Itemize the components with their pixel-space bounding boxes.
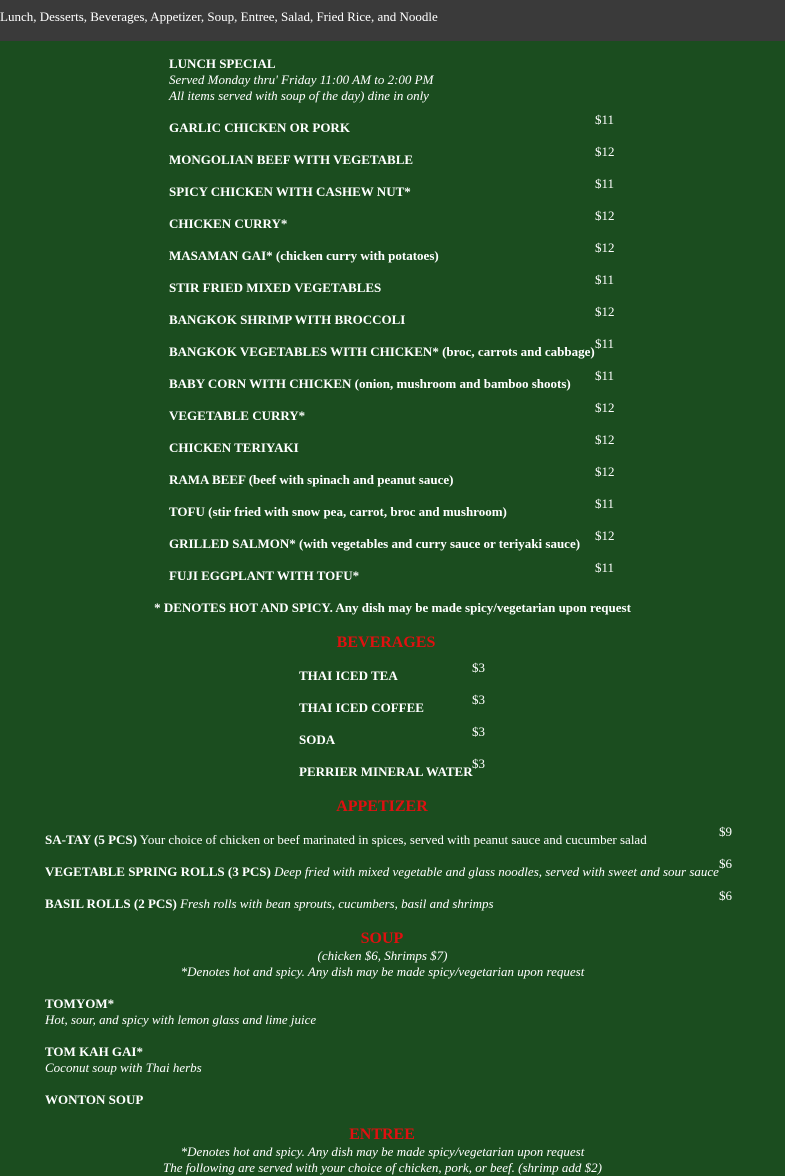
lunch-item-name: BANGKOK VEGETABLES WITH CHICKEN* (broc, carrots and cabbage) [169, 344, 595, 359]
lunch-item-name: CHICKEN CURRY* [169, 216, 288, 231]
appetizer-item-price: $6 [719, 888, 732, 903]
appetizer-item [45, 896, 494, 912]
appetizer-item-price: $6 [719, 856, 732, 871]
lunch-item-price: $11 [595, 176, 615, 191]
beverage-item-price: $3 [472, 756, 485, 771]
lunch-item-name: GRILLED SALMON* (with vegetables and curry sauce or teriyaki sauce) [169, 536, 581, 551]
lunch-item-price: $11 [595, 496, 615, 511]
beverage-item-name: PERRIER MINERAL WATER [299, 764, 473, 779]
soup-item-desc: Hot, sour, and spicy with lemon glass and lime juice [45, 1012, 317, 1027]
lunch-item-price: $11 [595, 368, 615, 383]
lunch-item-name: FUJI EGGPLANT WITH TOFU* [169, 568, 360, 583]
beverage-item-name: THAI ICED COFFEE [299, 700, 424, 715]
lunch-note: All items served with soup of the day) dine in only [169, 88, 429, 103]
lunch-item-name: STIR FRIED MIXED VEGETABLES [169, 280, 382, 295]
beverage-item-name: THAI ICED TEA [299, 668, 398, 683]
lunch-item-price: $12 [595, 432, 615, 447]
appetizer-item-name: BASIL ROLLS (2 PCS) [45, 896, 177, 911]
lunch-footnote: * DENOTES HOT AND SPICY. Any dish may be made spicy/vegetarian upon request [154, 600, 631, 615]
lunch-item-price: $11 [595, 560, 615, 575]
lunch-served: Served Monday thru' Friday 11:00 AM to 2:00 PM [169, 72, 434, 87]
nav-text[interactable]: Lunch, Desserts, Beverages, Appetizer, Soup, Entree, Salad, Fried Rice, and Noodle [0, 9, 438, 24]
lunch-item-name: SPICY CHICKEN WITH CASHEW NUT* [169, 184, 411, 199]
soup-heading: SOUP [360, 930, 404, 947]
appetizer-item-price: $9 [719, 824, 732, 839]
lunch-item-price: $12 [595, 528, 615, 543]
beverage-item-price: $3 [472, 692, 485, 707]
appetizer-item-desc: Deep fried with mixed vegetable and glass noodles, served with sweet and sour sauce [274, 864, 719, 879]
beverage-item-price: $3 [472, 660, 485, 675]
lunch-item-price: $12 [595, 208, 615, 223]
appetizer-item-desc: Fresh rolls with bean sprouts, cucumbers, basil and shrimps [180, 896, 494, 911]
entree-heading: ENTREE [349, 1126, 415, 1143]
soup-note: *Denotes hot and spicy. Any dish may be made spicy/vegetarian upon request [180, 964, 585, 979]
lunch-item-name: MONGOLIAN BEEF WITH VEGETABLE [169, 152, 414, 167]
lunch-item-name: TOFU (stir fried with snow pea, carrot, broc and mushroom) [169, 504, 507, 519]
beverages-heading: BEVERAGES [336, 634, 436, 651]
lunch-item-name: BANGKOK SHRIMP WITH BROCCOLI [169, 312, 406, 327]
lunch-item-price: $12 [595, 240, 615, 255]
lunch-item-name: CHICKEN TERIYAKI [169, 440, 299, 455]
lunch-item-price: $11 [595, 272, 615, 287]
beverage-item-price: $3 [472, 724, 485, 739]
appetizer-heading: APPETIZER [336, 798, 428, 815]
lunch-item-price: $12 [595, 464, 615, 479]
appetizer-item-name: VEGETABLE SPRING ROLLS (3 PCS) [45, 864, 271, 879]
lunch-item-price: $11 [595, 112, 615, 127]
soup-item-name: WONTON SOUP [45, 1092, 144, 1107]
soup-item-name: TOM KAH GAI* [45, 1044, 143, 1059]
appetizer-item-desc: Your choice of chicken or beef marinated in spices, served with peanut sauce and cucumber salad [139, 832, 647, 847]
lunch-item-name: BABY CORN WITH CHICKEN (onion, mushroom and bamboo shoots) [169, 376, 571, 391]
soup-item-desc: Coconut soup with Thai herbs [45, 1060, 202, 1075]
lunch-item-price: $11 [595, 336, 615, 351]
entree-note: *Denotes hot and spicy. Any dish may be made spicy/vegetarian upon request [180, 1144, 585, 1159]
lunch-item-name: VEGETABLE CURRY* [169, 408, 306, 423]
appetizer-item-name: SA-TAY (5 PCS) [45, 832, 137, 847]
soup-subtitle: (chicken $6, Shrimps $7) [317, 948, 448, 963]
appetizer-item [45, 832, 647, 848]
lunch-item-name: GARLIC CHICKEN OR PORK [169, 120, 350, 135]
lunch-title: LUNCH SPECIAL [169, 56, 276, 71]
lunch-item-name: MASAMAN GAI* (chicken curry with potatoes) [169, 248, 439, 263]
top-nav-bar [0, 0, 785, 41]
entree-note2: The following are served with your choice of chicken, pork, or beef. (shrimp add $2) [163, 1160, 602, 1175]
soup-item-name: TOMYOM* [45, 996, 115, 1011]
beverage-item-name: SODA [299, 732, 336, 747]
lunch-item-name: RAMA BEEF (beef with spinach and peanut sauce) [169, 472, 454, 487]
lunch-item-price: $12 [595, 400, 615, 415]
lunch-item-price: $12 [595, 304, 615, 319]
appetizer-item [45, 864, 719, 880]
lunch-item-price: $12 [595, 144, 615, 159]
